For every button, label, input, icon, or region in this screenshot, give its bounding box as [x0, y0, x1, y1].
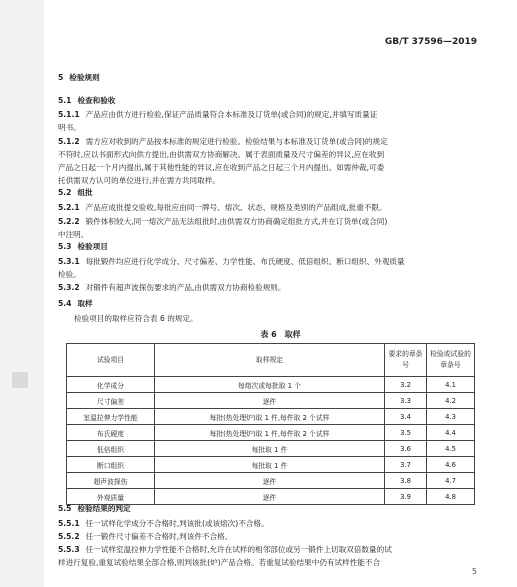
cell-test-item: 化学成分 — [67, 377, 155, 393]
header-sampling-rule: 取样规定 — [155, 344, 385, 377]
clause-number: 5.1.1 — [58, 110, 80, 119]
cell-method-clause: 4.1 — [427, 377, 475, 393]
clause-5-5-1 — [58, 517, 481, 530]
header-test-item: 试验项目 — [67, 344, 155, 377]
clause-text: 产品应由供方进行检验,保证产品质量符合本标准及订货单(或合同)的规定,并填写质量证 — [85, 110, 378, 119]
section-title: 检验规则 — [69, 73, 100, 82]
section-number: 5.4 — [58, 299, 72, 308]
cell-sampling-rule: 逐件 — [155, 489, 385, 505]
section-number: 5.1 — [58, 96, 72, 105]
cell-sampling-rule: 每批取 1 件 — [155, 457, 385, 473]
cell-requirement-clause: 3.4 — [385, 409, 427, 425]
scroll-marker — [12, 372, 28, 388]
clause-number: 5.5.3 — [58, 545, 80, 554]
document-page — [44, 0, 517, 587]
clause-text: 需方应对收到的产品按本标准的规定进行检验。检验结果与本标准及订货单(或合同)的规定 — [85, 137, 388, 146]
section-5-1-heading — [58, 94, 481, 107]
clause-5-5-2 — [58, 530, 481, 543]
cell-test-item: 低倍组织 — [67, 441, 155, 457]
cell-test-item: 尺寸偏差 — [67, 393, 155, 409]
cell-method-clause: 4.5 — [427, 441, 475, 457]
section-number: 5.2 — [58, 188, 72, 197]
section-5-4-heading — [58, 297, 481, 310]
section-title: 组批 — [77, 188, 93, 197]
clause-text: 检验项目的取样应符合表 6 的规定。 — [74, 314, 198, 323]
section-5-5-heading — [58, 502, 481, 515]
table-row — [67, 441, 475, 457]
cell-test-item: 外观质量 — [67, 489, 155, 505]
clause-5-1-2 — [58, 135, 481, 187]
clause-text: 每批锻件均应进行化学成分、尺寸偏差、力学性能、布氏硬度、低倍组织、断口组织、外观质量 — [85, 257, 405, 266]
cell-sampling-rule: 每熔次或每批取 1 个 — [155, 377, 385, 393]
clause-text: 检验。 — [58, 270, 81, 279]
cell-method-clause: 4.7 — [427, 473, 475, 489]
cell-method-clause: 4.2 — [427, 393, 475, 409]
clause-5-3-1 — [58, 255, 481, 281]
cell-sampling-rule: 逐件 — [155, 473, 385, 489]
clause-text: 任一试样化学成分不合格时,判该批(或该熔次)不合格。 — [85, 519, 269, 528]
section-number: 5 — [58, 73, 64, 82]
clause-5-2-2 — [58, 215, 481, 241]
clause-number: 5.3.1 — [58, 257, 80, 266]
clause-5-2-1 — [58, 201, 481, 214]
cell-test-item: 超声波探伤 — [67, 473, 155, 489]
cell-method-clause: 4.4 — [427, 425, 475, 441]
clause-number: 5.5.2 — [58, 532, 80, 541]
clause-number: 5.3.2 — [58, 283, 80, 292]
cell-sampling-rule: 每批取 1 件 — [155, 441, 385, 457]
section-5-heading — [58, 71, 481, 84]
clause-number: 5.2.2 — [58, 217, 80, 226]
table-header-row — [67, 344, 475, 377]
table-row — [67, 393, 475, 409]
clause-text: 中注明。 — [58, 230, 89, 239]
standard-code-header: GB/T 37596—2019 — [384, 37, 477, 47]
clause-text: 任一试样室温拉伸力学性能不合格时,允许在试样的相邻部位或另一锻件上切取双倍数量的试 — [85, 545, 392, 554]
sampling-table — [66, 343, 475, 505]
table-row — [67, 377, 475, 393]
cell-requirement-clause: 3.9 — [385, 489, 427, 505]
table-row — [67, 457, 475, 473]
left-gutter — [0, 0, 44, 587]
clause-text: 任一锻件尺寸偏差不合格时,判该件不合格。 — [85, 532, 233, 541]
cell-requirement-clause: 3.6 — [385, 441, 427, 457]
cell-method-clause: 4.6 — [427, 457, 475, 473]
section-title: 检查和验收 — [77, 96, 116, 105]
cell-requirement-clause: 3.5 — [385, 425, 427, 441]
clause-text: 托供需双方认可的单位进行,并在需方共同取样。 — [58, 176, 220, 185]
clause-text: 对锻件有超声波探伤要求的产品,由供需双方协商检验规则。 — [85, 283, 286, 292]
clause-text: 不符时,应以书面形式向供方提出,由供需双方协商解决。属于表面质量及尺寸偏差的异议,应在收到 — [58, 150, 385, 159]
clause-5-1-1 — [58, 108, 481, 134]
header-requirement-clause: 要求的章条号 — [385, 344, 427, 377]
section-title: 取样 — [77, 299, 93, 308]
clause-text: 产品应成批提交验收,每批应由同一牌号、熔次、状态、规格及类别的产品组成,批重不限。 — [85, 203, 387, 212]
clause-number: 5.1.2 — [58, 137, 80, 146]
section-number: 5.3 — [58, 242, 72, 251]
table-row — [67, 473, 475, 489]
cell-requirement-clause: 3.2 — [385, 377, 427, 393]
clause-number: 5.2.1 — [58, 203, 80, 212]
section-5-2-heading — [58, 186, 481, 199]
table-row — [67, 409, 475, 425]
section-number: 5.5 — [58, 504, 72, 513]
clause-5-5-3 — [58, 543, 481, 569]
cell-method-clause: 4.8 — [427, 489, 475, 505]
cell-test-item: 室温拉伸力学性能 — [67, 409, 155, 425]
clause-text: 产品之日起一个月内提出,属于其他性能的异议,应在收到产品之日起三个月内提出。如需仲裁,可委 — [58, 163, 385, 172]
table-title: 取样 — [284, 330, 301, 339]
cell-sampling-rule: 每批(热处理炉)取 1 件,每件取 2 个试样 — [155, 425, 385, 441]
cell-test-item: 断口组织 — [67, 457, 155, 473]
table-number: 表 6 — [260, 330, 277, 339]
cell-requirement-clause: 3.7 — [385, 457, 427, 473]
cell-test-item: 布氏硬度 — [67, 425, 155, 441]
page-number: 5 — [471, 567, 477, 576]
table-caption — [44, 329, 517, 340]
clause-text: 样进行复验,重复试验结果全部合格,则判该批(炉)产品合格。若重复试验结果中仍有试样性能不合 — [58, 558, 381, 567]
header-method-clause: 检验或试验的章条号 — [427, 344, 475, 377]
clause-5-4-text — [74, 312, 474, 325]
section-title: 检验结果的判定 — [77, 504, 131, 513]
cell-requirement-clause: 3.8 — [385, 473, 427, 489]
section-title: 检验项目 — [77, 242, 108, 251]
clause-5-3-2 — [58, 281, 481, 294]
cell-sampling-rule: 每批(热处理炉)取 1 件,每件取 2 个试样 — [155, 409, 385, 425]
clause-text: 锻件体积较大,同一熔次产品无法组批时,由供需双方协商确定组批方式,并在订货单(或合同) — [85, 217, 388, 226]
clause-number: 5.5.1 — [58, 519, 80, 528]
section-5-3-heading — [58, 240, 481, 253]
cell-sampling-rule: 逐件 — [155, 393, 385, 409]
cell-method-clause: 4.3 — [427, 409, 475, 425]
table-row — [67, 425, 475, 441]
clause-text: 明书。 — [58, 123, 81, 132]
cell-requirement-clause: 3.3 — [385, 393, 427, 409]
